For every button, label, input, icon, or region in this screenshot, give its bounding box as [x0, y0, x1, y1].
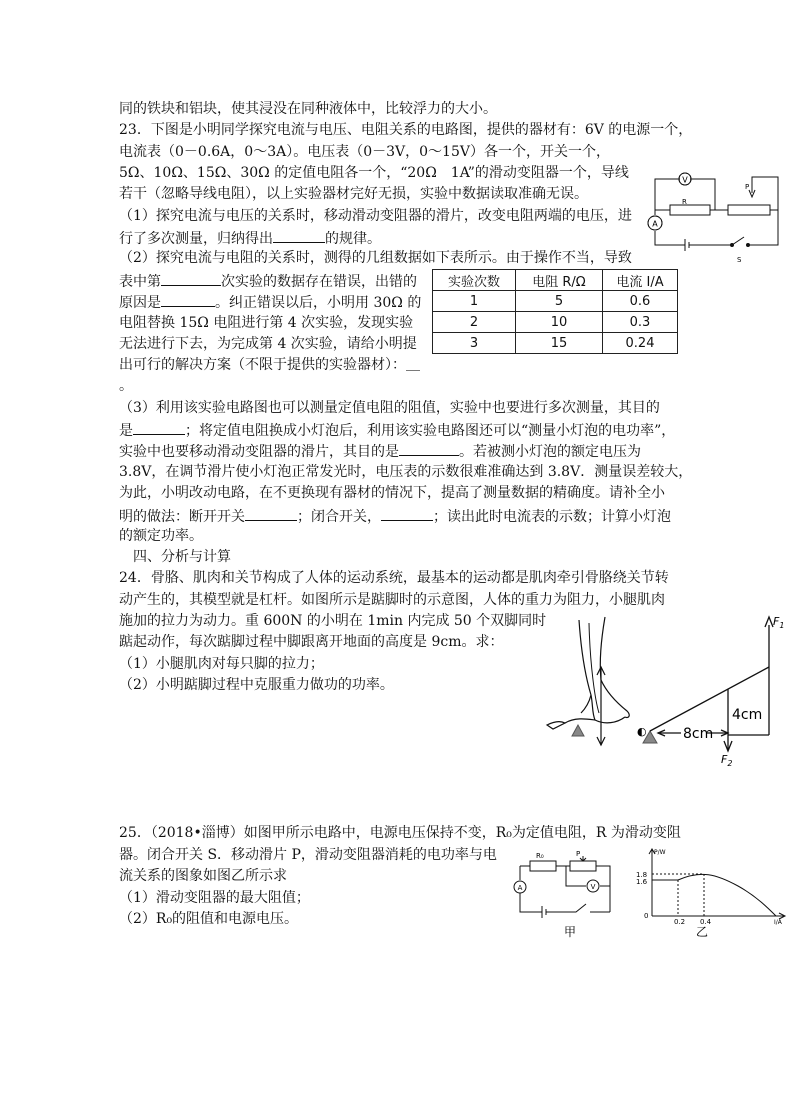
text-line: 踮起动作，每次踮脚过程中脚跟离开地面的高度是 9cm。求：	[119, 634, 504, 650]
text-span: ；闭合开关，	[297, 509, 381, 525]
table-cell: 2	[433, 312, 516, 333]
table-header: 实验次数	[433, 270, 516, 291]
table-cell: 15	[516, 333, 603, 354]
text-span: 原因是	[119, 295, 161, 311]
table-row	[433, 312, 678, 333]
answer-blank[interactable]	[133, 419, 185, 435]
text-line	[119, 227, 381, 249]
text-span: ；读出此时电流表的示数；计算小灯泡	[433, 509, 671, 525]
section-heading: 四、分析与计算	[133, 549, 231, 565]
text-span: 次实验的数据存在错误，出错的	[221, 274, 417, 290]
force-letter: F	[721, 753, 728, 766]
circuit-graph-q25	[506, 846, 790, 938]
lever-diagram-q24	[535, 605, 790, 775]
text-line: 5Ω、10Ω、15Ω、30Ω 的定值电阻各一个，“20Ω 1A”的滑动变阻器一个，导线	[119, 165, 629, 181]
figure-caption: 甲	[564, 925, 577, 938]
q23-part3: （3）利用该实验电路图也可以测量定值电阻的阻值，实验中也要进行多次测量，其目的	[119, 400, 660, 416]
text-line: 若干（忽略导线电阻），以上实验器材完好无损，实验中数据读取准确无误。	[119, 186, 588, 202]
x-axis-label: I/A	[774, 919, 782, 926]
text-line: 同的铁块和铝块，使其浸没在同种液体中，比较浮力的大小。	[119, 101, 497, 117]
table-header-row	[433, 270, 678, 291]
origin-label: 0	[644, 912, 649, 920]
text-span: 明的做法：断开开关	[119, 509, 245, 525]
fulcrum	[572, 725, 584, 736]
text-span: 的规律。	[325, 231, 381, 247]
text-line: 电流表（0－0.6A，0～3A）。电压表（0－3V，0～15V）各一个，开关一个，	[119, 144, 610, 160]
ammeter-label: A	[652, 219, 658, 229]
r0-label: R₀	[536, 852, 544, 860]
y-tick-label: 1.6	[636, 878, 648, 886]
text-line	[119, 419, 675, 441]
question-25-stem: 25．（2018•淄博）如图甲所示电路中，电源电压保持不变，R₀为定值电阻，R 为滑动变阻	[119, 825, 681, 841]
text-line: 无法进行下去，为完成第 4 次实验，请给小明提	[119, 336, 417, 352]
circuit-diagram-q23	[640, 165, 785, 265]
fixed-resistor	[670, 205, 710, 215]
fulcrum-symbol: ◐	[637, 725, 647, 738]
table-cell: 1	[433, 291, 516, 312]
ammeter-label: A	[517, 884, 523, 892]
table-cell: 0.24	[603, 333, 678, 354]
question-23-stem: 23．下图是小明同学探究电流与电压、电阻关系的电路图，提供的器材有：6V 的电源一个，	[119, 122, 693, 138]
answer-blank[interactable]	[245, 505, 297, 521]
answer-blank[interactable]	[161, 270, 221, 286]
rheostat	[728, 205, 770, 215]
text-line: 3.8V，在调节滑片使小灯泡正常发光时，电压表的示数很难准确达到 3.8V．测量误差较大，	[119, 464, 693, 480]
voltmeter-label: V	[682, 175, 688, 185]
q23-part1: （1）探究电流与电压的关系时，移动滑动变阻器的滑片，改变电阻两端的电压，进	[119, 208, 632, 224]
voltmeter-label: V	[590, 883, 596, 891]
text-line: 电阻替换 15Ω 电阻进行第 4 次实验，发现实验	[119, 315, 414, 331]
text-line: 施加的拉力为动力。重 600N 的小明在 1min 内完成 50 个双脚同时	[119, 613, 547, 629]
text-span: 。若被测小灯泡的额定电压为	[459, 444, 641, 460]
table-cell: 0.3	[603, 312, 678, 333]
question-24-stem: 24．骨胳、肌肉和关节构成了人体的运动系统，最基本的运动都是肌肉牵引骨胳绕关节转	[119, 570, 669, 586]
text-span: 行了多次测量，归纳得出	[119, 231, 273, 247]
slider-label: P	[576, 850, 581, 858]
text-span: 实验中也要移动滑动变阻器的滑片，其目的是	[119, 444, 399, 460]
switch-label: S	[737, 256, 742, 264]
resistor-label: R	[682, 198, 687, 206]
table-header: 电流 I/A	[603, 270, 678, 291]
table-cell: 3	[433, 333, 516, 354]
force-subscript: 1	[779, 621, 785, 630]
experiment-data-table	[432, 269, 678, 354]
answer-blank[interactable]	[399, 440, 459, 456]
power-current-graph	[649, 849, 785, 919]
text-line: 。	[119, 378, 133, 394]
q24-part1: （1）小腿肌肉对每只脚的拉力；	[119, 656, 324, 672]
text-line	[119, 270, 417, 292]
length-label: 4cm	[732, 707, 763, 723]
rheostat	[570, 861, 596, 871]
answer-blank[interactable]	[273, 227, 325, 243]
text-line: 流关系的图象如图乙所示求	[119, 868, 287, 884]
table-cell: 0.6	[603, 291, 678, 312]
text-span: ；将定值电阻换成小灯泡后，利用该实验电路图还可以“测量小灯泡的电功率”，	[185, 423, 676, 439]
x-tick-label: 0.4	[700, 918, 712, 926]
text-line: 动产生的，其模型就是杠杆。如图所示是踮脚时的示意图，人体的重力为阻力，小腿肌肉	[119, 592, 665, 608]
length-label: 8cm	[683, 726, 714, 742]
text-line	[119, 291, 421, 313]
y-axis-label: P/W	[654, 849, 666, 856]
force-label	[773, 615, 784, 630]
answer-blank[interactable]	[381, 505, 433, 521]
table-row	[433, 333, 678, 354]
text-span: 是	[119, 423, 133, 439]
q24-part2: （2）小明踮脚过程中克服重力做功的功率。	[119, 677, 394, 693]
text-span: 表中第	[119, 274, 161, 290]
table-cell: 10	[516, 312, 603, 333]
force-label	[721, 753, 732, 768]
text-span: 。纠正错误以后，小明用 30Ω 的	[215, 295, 422, 311]
table-cell: 5	[516, 291, 603, 312]
force-arrow	[597, 667, 605, 745]
table-row	[433, 291, 678, 312]
q23-part2: （2）探究电流与电阻的关系时，测得的几组数据如下表所示。由于操作不当，导致	[119, 250, 632, 266]
foot-illustration	[547, 617, 629, 729]
r0-resistor	[530, 861, 556, 871]
text-line: 的额定功率。	[119, 528, 203, 544]
force-letter: F	[773, 615, 780, 628]
text-line	[119, 440, 641, 462]
text-line	[119, 505, 671, 527]
text-line: 出可行的解决方案（不限于提供的实验器材）：＿	[119, 357, 420, 373]
power-curve	[652, 874, 776, 916]
force-subscript: 2	[727, 759, 733, 768]
text-line: 为此，小明改动电路，在不更换现有器材的情况下，提高了测量数据的精确度。请补全小	[119, 485, 665, 501]
slider-label: P	[745, 183, 750, 191]
q25-part2: （2）R₀的阻值和电源电压。	[119, 911, 299, 927]
q25-part1: （1）滑动变阻器的最大阻值；	[119, 890, 310, 906]
answer-blank[interactable]	[161, 291, 215, 307]
figure-caption: 乙	[696, 925, 709, 938]
x-tick-label: 0.2	[674, 918, 686, 926]
circuit-jia	[514, 856, 610, 918]
table-header: 电阻 R/Ω	[516, 270, 603, 291]
y-tick-label: 1.8	[636, 871, 648, 879]
text-line: 器。闭合开关 S．移动滑片 P，滑动变阻器消耗的电功率与电	[119, 847, 497, 863]
